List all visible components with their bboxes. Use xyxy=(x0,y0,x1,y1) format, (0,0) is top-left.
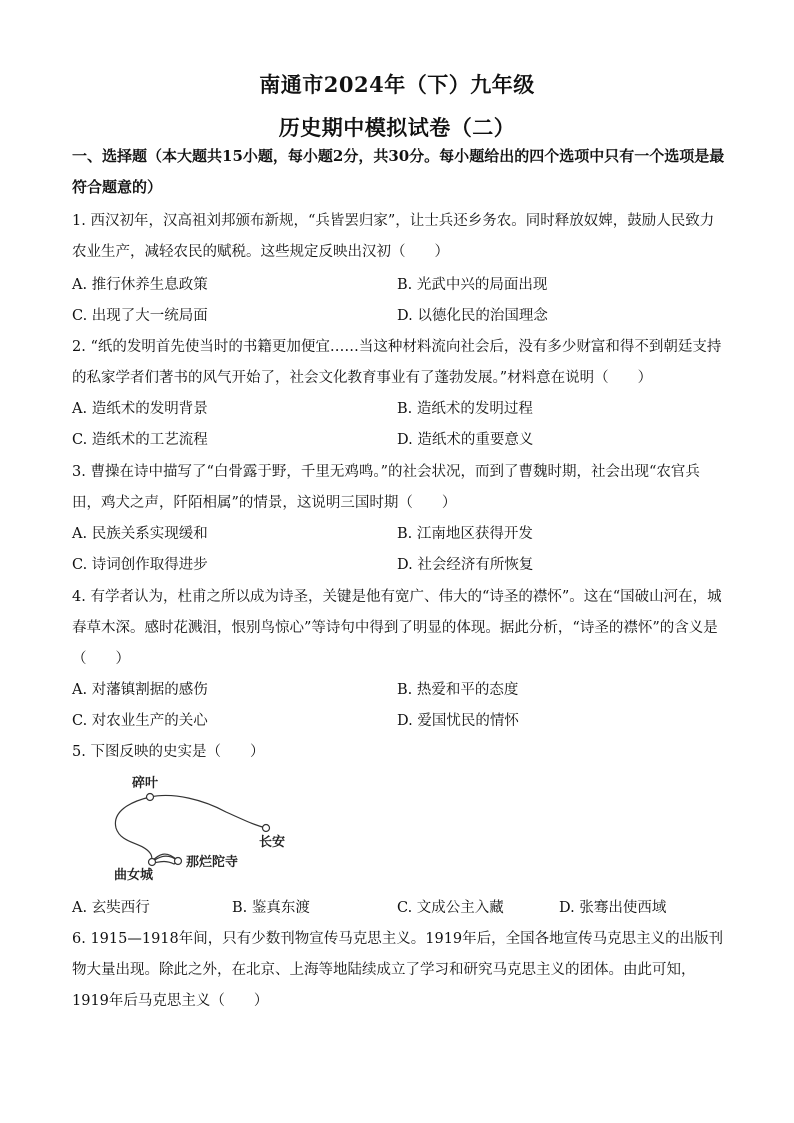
question-5-option-a[interactable]: A. 玄奘西行 xyxy=(72,900,150,916)
question-1-stem: 1. 西汉初年，汉高祖刘邦颁布新规，“兵皆罢归家”，让士兵还乡务农。同时释放奴婢，鼓励人民致力农业生产，减轻农民的赋税。这些规定反映出汉初（ ） xyxy=(72,213,715,260)
route-line-east xyxy=(150,795,266,828)
qunvcheng-marker xyxy=(149,859,156,866)
question-2-option-c[interactable]: C. 造纸术的工艺流程 xyxy=(72,432,208,448)
question-4-option-d[interactable]: D. 爱国忧民的情怀 xyxy=(397,713,519,729)
question-3-stem: 3. 曹操在诗中描写了“白骨露于野，千里无鸡鸣。”的社会状况，而到了曹魏时期，社会出现“农官兵田，鸡犬之声，阡陌相属”的情景，这说明三国时期（ ） xyxy=(72,464,700,511)
section-heading: 一、选择题（本大题共15小题，每小题2分，共30分。每小题给出的四个选项中只有一个选项是最符合题意的） xyxy=(72,147,725,196)
question-4-option-c[interactable]: C. 对农业生产的关心 xyxy=(72,713,208,729)
question-3-option-b[interactable]: B. 江南地区获得开发 xyxy=(397,526,533,542)
question-1-option-d[interactable]: D. 以德化民的治国理念 xyxy=(397,308,548,324)
question-6-stem: 6. 1915—1918年间，只有少数刊物宣传马克思主义。1919年后，全国各地宣传马克思主义的出版刊物大量出现。除此之外，在北京、上海等地陆续成立了学习和研究马克思主义的团体。由此可知，1919年后马克思主义（ ） xyxy=(72,931,724,1009)
question-1-option-b[interactable]: B. 光武中兴的局面出现 xyxy=(397,277,548,293)
question-4-option-b[interactable]: B. 热爱和平的态度 xyxy=(397,682,519,698)
question-3-option-a[interactable]: A. 民族关系实现缓和 xyxy=(72,526,208,542)
map-label-nalanda: 那烂陀寺 xyxy=(186,855,239,870)
question-5-option-d[interactable]: D. 张骞出使西域 xyxy=(559,900,667,916)
map-label-suiye: 碎叶 xyxy=(132,776,159,791)
question-4-stem: 4. 有学者认为，杜甫之所以成为诗圣，关键是他有宽广、伟大的“诗圣的襟怀”。这在“国破山河在，城春草木深。感时花溅泪，恨别鸟惊心”等诗句中得到了明显的体现。据此分析，“诗圣的襟怀”的含义是（ ） xyxy=(72,589,722,667)
exam-title: 南通市2024年（下）九年级 xyxy=(259,72,535,97)
question-5-option-b[interactable]: B. 鉴真东渡 xyxy=(232,900,310,916)
map-label-changan: 长安 xyxy=(259,835,286,850)
question-5-option-c[interactable]: C. 文成公主入藏 xyxy=(397,900,504,916)
nalanda-marker xyxy=(175,858,182,865)
question-1-option-c[interactable]: C. 出现了大一统局面 xyxy=(72,308,208,324)
route-map xyxy=(104,770,304,885)
question-1-option-a[interactable]: A. 推行休养生息政策 xyxy=(72,277,208,293)
question-2-option-b[interactable]: B. 造纸术的发明过程 xyxy=(397,401,533,417)
question-3-option-c[interactable]: C. 诗词创作取得进步 xyxy=(72,557,208,573)
question-5-stem: 5. 下图反映的史实是（ ） xyxy=(72,744,265,760)
question-2-option-d[interactable]: D. 造纸术的重要意义 xyxy=(397,432,534,448)
question-2-stem: 2. “纸的发明首先使当时的书籍更加便宜……当这种材料流向社会后，没有多少财富和得不到朝廷支持的私家学者们著书的风气开始了，社会文化教育事业有了蓬勃发展。”材料意在说明（ ） xyxy=(72,339,722,386)
question-2-option-a[interactable]: A. 造纸术的发明背景 xyxy=(72,401,208,417)
route-line-west xyxy=(115,797,178,864)
map-label-qunvcheng: 曲女城 xyxy=(114,868,154,883)
suiye-marker xyxy=(147,794,154,801)
exam-subtitle: 历史期中模拟试卷（二） xyxy=(278,115,516,140)
changan-marker xyxy=(263,825,270,832)
question-4-option-a[interactable]: A. 对藩镇割据的感伤 xyxy=(72,682,208,698)
question-3-option-d[interactable]: D. 社会经济有所恢复 xyxy=(397,557,534,573)
